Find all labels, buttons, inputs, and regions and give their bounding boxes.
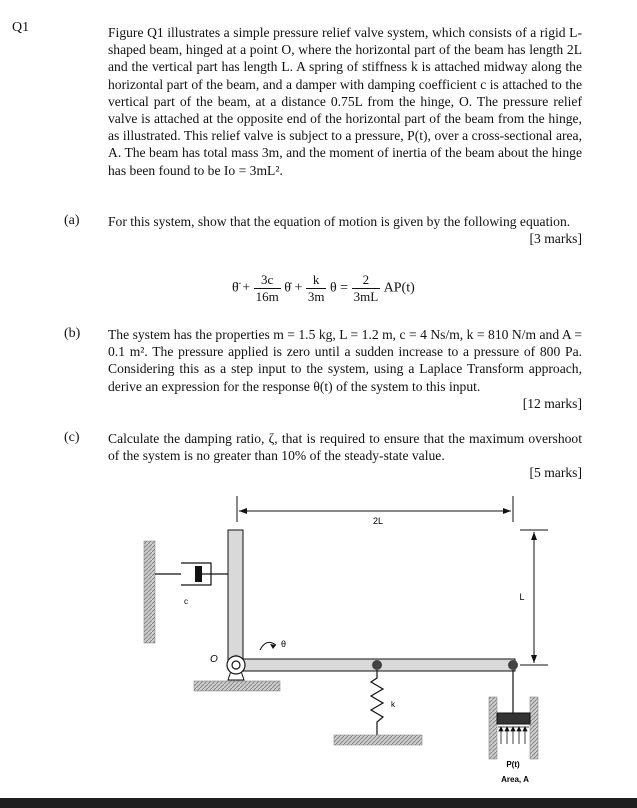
part-a-label: (a): [64, 213, 80, 228]
label-pt: P(t): [506, 760, 520, 769]
label-theta: θ: [281, 639, 287, 649]
part-c-text: [108, 430, 582, 480]
eq-frac-2-den: 3m: [307, 289, 325, 304]
eq-frac-1-num: 3c: [254, 272, 281, 289]
label-2l: 2L: [372, 516, 384, 526]
part-c-body: Calculate the damping ratio, ζ, that is required to ensure that the maximum overshoot of the system is no greater than 10% of the steady-state value.: [108, 431, 582, 464]
part-c-label: (c): [64, 430, 80, 445]
part-c-marks: [5 marks]: [529, 465, 582, 480]
eq-lead: θ̈ +: [232, 280, 251, 296]
part-a-text: [108, 213, 582, 246]
angle-indicator: [260, 639, 286, 650]
part-a-marks: [3 marks]: [529, 231, 582, 246]
relief-valve: [489, 660, 538, 784]
dimension-2l: [237, 496, 513, 526]
label-l: L: [519, 592, 525, 602]
damper-wall: [144, 541, 155, 643]
damper: [155, 563, 229, 606]
bottom-bar: [0, 798, 637, 808]
question-intro: Figure Q1 illustrates a simple pressure relief valve system, which consists of a rigid L-shaped beam, hinged at a point O, where the horizontal part of the beam has length 2L and the vertical part has length L. A spring of stiffness k is attached midway along the horizontal part of the beam, and a damper with damping coefficient c is attached to the vertical part of the beam, at a distance 0.75L from the hinge, O. The pressure relief valve is attached at the opposite end of the horizontal part of the beam from the hinge, as illustrated. This relief valve is subject to a pressure, P(t), over a cross-sectional area, A. The beam has total mass 3m, and the moment of inertia of the beam about the hinge has been found to be Io = 3mL².: [108, 25, 582, 178]
question-number: Q1: [12, 20, 30, 35]
part-b-label: (b): [64, 326, 81, 341]
eq-frac-2-num: k: [306, 272, 327, 289]
label-c: c: [184, 597, 188, 606]
vertical-beam: [228, 530, 243, 661]
eq-frac-1: [254, 272, 281, 305]
label-o: O: [210, 654, 218, 665]
eq-frac-3-num: 2: [352, 272, 381, 289]
figure-q1: [0, 490, 637, 795]
eq-frac-1-den: 16m: [255, 289, 279, 304]
dimension-l: [519, 530, 548, 665]
eq-tail: AP(t): [383, 280, 415, 296]
eq-frac-3: [352, 272, 381, 305]
eq-mid-2: θ =: [329, 280, 349, 296]
label-area: Area, A: [501, 775, 529, 784]
equation-of-motion: [232, 272, 492, 312]
part-b-body: The system has the properties m = 1.5 kg, L = 1.2 m, c = 4 Ns/m, k = 810 N/m and A = 0.1 m². The pressure applied is zero until a sudden increase to a pressure of 800 Pa. Considering this as a step input to the system, using a Laplace Transform approach, derive an expression for the response θ(t) of the system to this input.: [108, 327, 582, 394]
eq-frac-3-den: 3mL: [353, 289, 379, 304]
spring: [334, 660, 422, 745]
part-b-text: [108, 326, 582, 411]
label-k: k: [391, 700, 395, 709]
eq-frac-2: [306, 272, 327, 305]
eq-mid-1: θ̇ +: [284, 280, 303, 296]
part-a-body: For this system, show that the equation of motion is given by the following equation.: [108, 214, 571, 229]
part-b-marks: [12 marks]: [522, 396, 582, 411]
